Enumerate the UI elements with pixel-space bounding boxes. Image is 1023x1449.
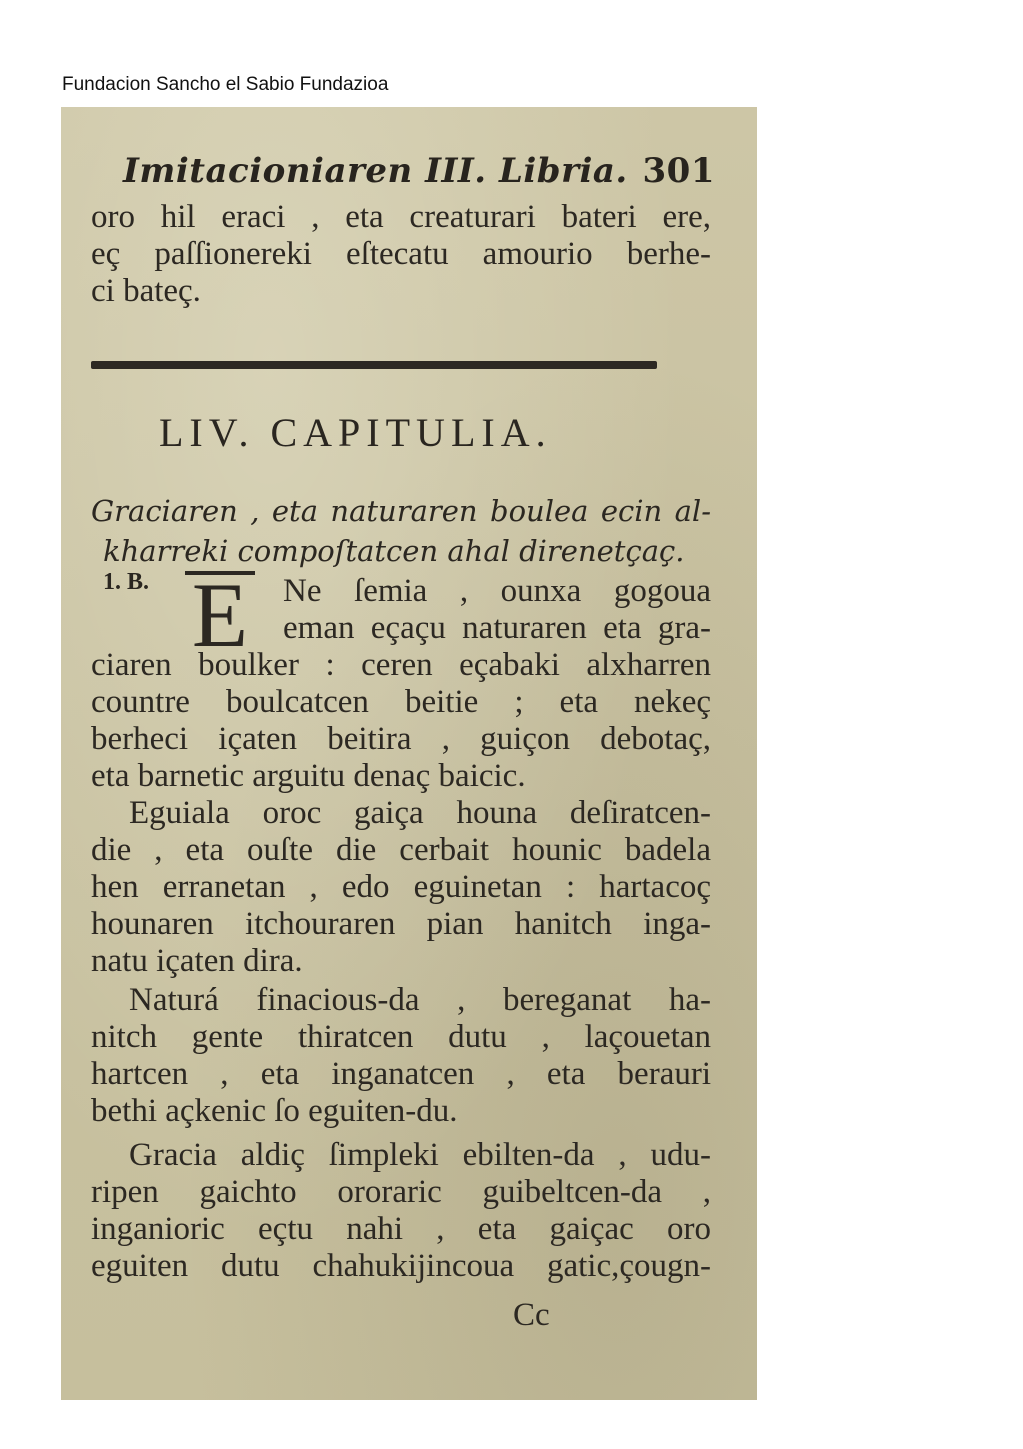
page-number: 301 <box>642 151 715 191</box>
text-line: ciaren boulker : ceren eçabaki alxharren <box>91 647 711 683</box>
text-line: Gracia aldiç ſimpleki ebilten-da , udu- <box>129 1137 711 1173</box>
text-line: ci bateç. <box>91 273 201 309</box>
text-line: eguiten dutu chahukijincoua gatic,çougn- <box>91 1248 711 1284</box>
text-line: eman eçaçu naturaren eta gra- <box>283 610 711 646</box>
drop-cap: E <box>185 571 255 655</box>
catchword: Cc <box>513 1297 550 1333</box>
running-head <box>123 151 735 191</box>
summary-line: Graciaren , eta naturaren boulea ecin al- <box>91 494 711 528</box>
text-line: eç paſſionereki eſtecatu amourio berhe- <box>91 236 711 272</box>
paragraph-2 <box>91 795 711 980</box>
text-line: Ne ſemia , ounxa gogoua <box>283 573 711 609</box>
text-line: inganioric eçtu nahi , eta gaiçac oro <box>91 1211 711 1247</box>
text-line: natu içaten dira. <box>91 943 303 979</box>
running-head-title: Imitacioniaren III. Libria. <box>123 151 628 191</box>
text-line: nitch gente thiratcen dutu , laçouetan <box>91 1019 711 1055</box>
source-header: Fundacion Sancho el Sabio Fundazioa <box>62 74 389 95</box>
opening-text <box>91 199 711 310</box>
text-line: eta barnetic arguitu denaç baicic. <box>91 758 526 794</box>
text-line: oro hil eraci , eta creaturari bateri ere, <box>91 199 711 235</box>
paragraph-4 <box>91 1137 711 1285</box>
text-line: hen erranetan , edo eguinetan : hartacoç <box>91 869 711 905</box>
text-line: hartcen , eta inganatcen , eta berauri <box>91 1056 711 1092</box>
text-line: berheci içaten beitira , guiçon debotaç, <box>91 721 711 757</box>
scanned-page <box>61 107 757 1400</box>
chapter-summary <box>91 491 711 571</box>
summary-line: kharreki compoſtatcen ahal direnetçaç. <box>103 534 685 568</box>
text-line: hounaren itchouraren pian hanitch inga- <box>91 906 711 942</box>
chapter-title: LIV. CAPITULIA. <box>159 410 552 455</box>
text-line: die , eta ouſte die cerbait hounic badela <box>91 832 711 868</box>
text-line: bethi açkenic ſo eguiten-du. <box>91 1093 458 1129</box>
horizontal-rule <box>91 361 657 369</box>
text-line: Naturá finacious-da , bereganat ha- <box>129 982 711 1018</box>
section-mark: 1. B. <box>103 569 150 595</box>
text-line: ripen gaichto ororaric guibeltcen-da , <box>91 1174 711 1210</box>
paragraph-3 <box>91 982 711 1130</box>
text-line: countre boulcatcen beitie ; eta nekeç <box>91 684 711 720</box>
text-line: Eguiala oroc gaiça houna deſiratcen- <box>129 795 711 831</box>
paragraph-1 <box>91 573 711 795</box>
